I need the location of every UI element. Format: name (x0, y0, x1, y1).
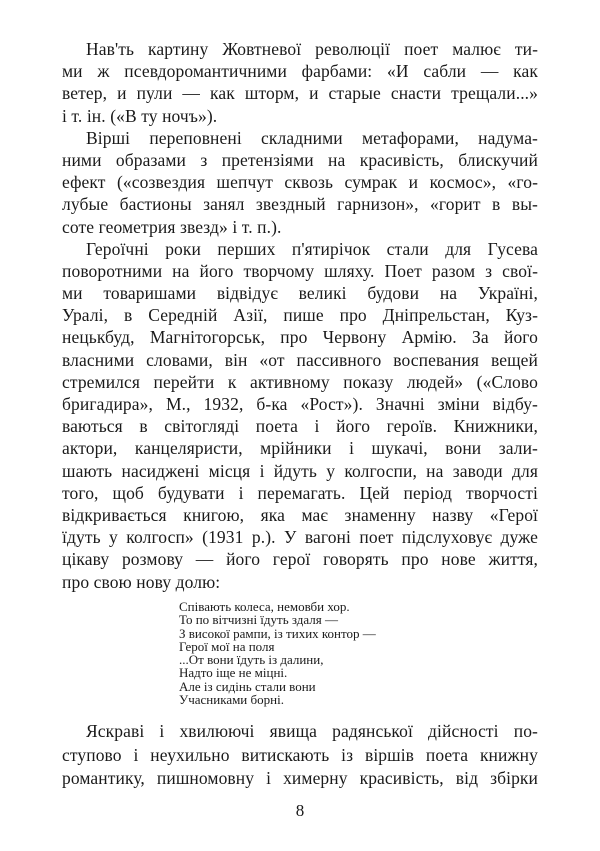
text-line: цікаву розмову — його герої говорять про нове життя, (62, 549, 538, 570)
text-line: ними образами з претензіями на красивість, блискучий (62, 149, 538, 170)
text-line: актори, канцеляристи, мрійники і шукачі, вони зали- (62, 438, 538, 459)
page-body (62, 38, 538, 593)
text-line: соте геометрия звезд» і т. п.). (62, 216, 282, 237)
text-line: ветер, и пули — как шторм, и старые снасти трещали...» (62, 83, 538, 104)
text-line: лубые бастионы занял звездный гарнизон», «горит в вы- (62, 194, 538, 215)
text-line: ступово і неухильно витискають із віршів поета книжну (62, 744, 538, 765)
poem-line: ...От вони їдуть із далини, (179, 652, 324, 668)
poem-line: Але із сидінь стали вони (179, 678, 316, 694)
text-line: про свою нову долю: (62, 571, 221, 592)
page-number: 8 (295, 801, 305, 820)
text-line: власними словами, він «от пассивного воспевания вещей (62, 349, 538, 370)
text-line: шають насиджені місця і йдуть у колгоспи, на заводи для (62, 460, 538, 481)
text-line: ефект («созвездия шепчут сквозь сумрак и космос», «го- (62, 172, 538, 193)
text-line: ваються в світогляді поета і його героїв. Книжники, (62, 416, 538, 437)
text-line: ми товаришами відвідує великі будови на Україні, (62, 283, 538, 304)
text-line: поворотними на його творчому шляху. Поет разом з свої- (62, 260, 538, 281)
poem-quote (179, 600, 376, 706)
closing-paragraph (62, 720, 538, 791)
text-line: того, щоб будувати і перемагать. Цей період творчості (62, 482, 538, 503)
text-line: бригадира», М., 1932, б-ка «Рост»). Значні зміни відбу- (62, 394, 538, 414)
text-line: Героїчні роки перших п'ятирічок стали для Гусева (86, 238, 538, 259)
poem-line: Учасниками борні. (179, 692, 284, 708)
text-line: стремился перейти к активному показу людей» («Слово (62, 371, 538, 392)
text-line: романтику, пишномовну і химерну красивість, від збірки (62, 768, 538, 788)
text-line: Яскраві і хвилюючі явища радянської дійсності по- (86, 721, 538, 741)
poem-line: З високої рампи, із тихих контор — (179, 625, 376, 641)
text-line: ми ж псевдоромантичними фарбами: «И сабли — как (62, 61, 538, 82)
text-line: нецькбуд, Магнітогорськ, про Червону Армію. За його (62, 327, 538, 348)
poem-line: То по вітчизні їдуть здаля — (179, 612, 339, 628)
poem-line: Надто іще не міцні. (179, 665, 288, 681)
text-line: Вірші переповнені складними метафорами, надума- (86, 127, 538, 148)
text-line: відкривається книгою, яка має знаменну назву «Герої (62, 504, 538, 525)
text-line: і т. ін. («В ту ночъ»). (62, 105, 218, 126)
text-line: Нав'ть картину Жовтневої революції поет малює ти- (86, 39, 538, 59)
poem-line: Співають колеса, немовби хор. (179, 599, 350, 614)
text-line: їдуть у колгосп» (1931 р.). У вагоні поет підслуховує дуже (62, 527, 538, 548)
poem-line: Герої мої на поля (179, 638, 275, 654)
text-line: Уралі, в Середній Азії, пише про Дніпрельстан, Куз- (62, 305, 538, 326)
